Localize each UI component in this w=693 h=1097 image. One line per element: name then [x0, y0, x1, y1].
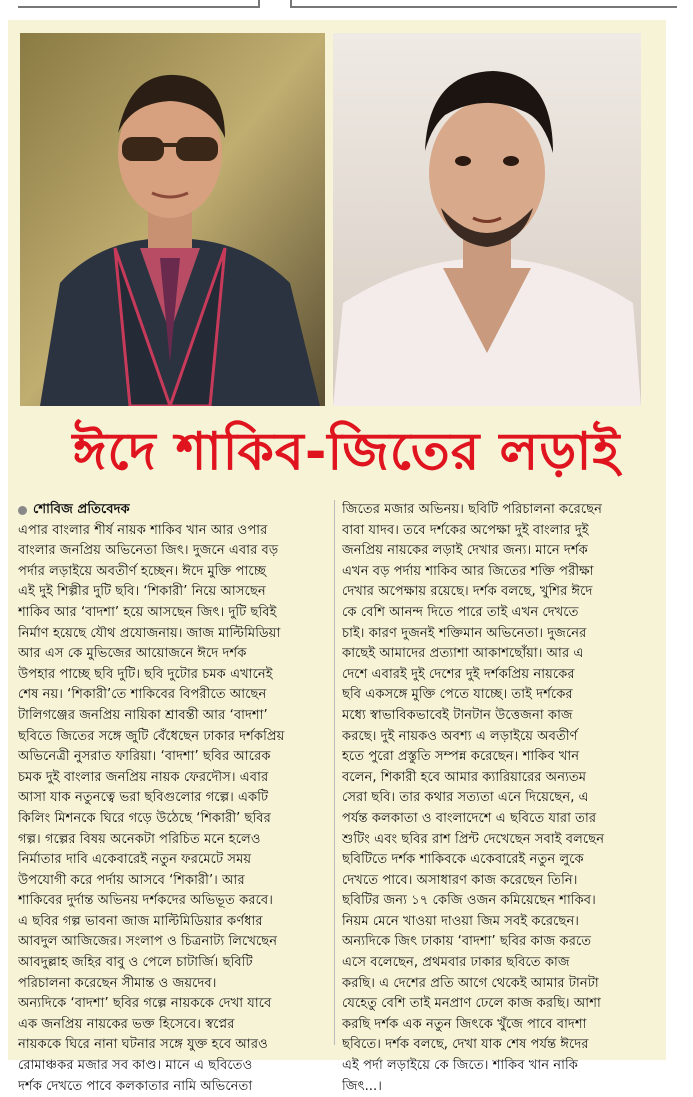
photo-jeet	[333, 33, 641, 406]
text-line: কে বেশি আনন্দ দিতে পারে তাই এখন দেখতে	[342, 604, 579, 620]
text-line: এখন বড় পর্দায় শাকিব আর জিতের শক্তি পরীক্ষা	[342, 563, 594, 579]
text-line: করছি। এ দেশের প্রতি আগে থেকেই আমার টানটা	[342, 975, 599, 991]
text-line: এপার বাংলার শীর্ষ নায়ক শাকিব খান আর ওপার	[18, 522, 268, 538]
text-line: দর্শক দেখতে পাবে কলকাতার নামি অভিনেতা	[18, 1078, 253, 1094]
text-line: গল্প। গল্পের বিষয় অনেকটা পরিচিত মনে হলেও	[18, 831, 261, 847]
text-line: এই পর্দা লড়াইয়ে কে জিতে। শাকিব খান নাকি	[342, 1058, 579, 1074]
top-border-left-rule	[18, 0, 260, 8]
headline: ঈদে শাকিব-জিতের লড়াই	[72, 422, 621, 482]
text-line: আবদুল আজিজের। সংলাপ ও চিত্রনাট্য লিখেছেন	[18, 934, 278, 950]
column-divider	[334, 500, 335, 1045]
text-line: বাংলার জনপ্রিয় অভিনেতা জিৎ। দুজনে এবার বড়	[18, 543, 279, 559]
text-line: দেখার অপেক্ষায় রয়েছে। দর্শক বলছে, খুশির ঈদে	[342, 584, 593, 600]
text-line: ছবিটিতে দর্শক শাকিবকে একেবারেই নতুন লুকে	[342, 852, 584, 868]
text-line: কিলিং মিশনকে ঘিরে গড়ে উঠেছে ‘শিকারী’ ছবির	[18, 810, 271, 826]
text-line: মধ্যে স্বাভাবিকভাবেই টানটান উত্তেজনা কাজ	[342, 707, 573, 723]
bullet-icon	[18, 506, 27, 515]
text-line: বাবা যাদব। তবে দর্শকের অপেক্ষা দুই বাংলার দুই	[342, 522, 589, 538]
text-line: শাকিবের দুর্দান্ত অভিনয় দর্শকদের অভিভূত করবে।	[18, 893, 273, 909]
text-line: নির্মাণ হয়েছে যৌথ প্রযোজনায়। জাজ মাল্টিমিডিয়া	[18, 625, 281, 641]
text-line: শেষ নয়। ‘শিকারী’তে শাকিবের বিপরীতে আছেন	[18, 687, 267, 703]
text-line: করছে। দুই নায়কও অবশ্য এ লড়াইয়ে অবতীর্ণ	[342, 728, 578, 744]
text-line: নিয়ম মেনে খাওয়া দাওয়া জিম সবই করেছেন।	[342, 913, 580, 929]
text-line: জিৎ...।	[342, 1078, 382, 1094]
text-line: বলেন, শিকারী হবে আমার ক্যারিয়ারের অন্যতম	[342, 769, 587, 785]
photo-shakib-khan-illustration	[20, 33, 325, 406]
text-line: দেখতে পাবে। অসাধারণ কাজ করেছেন তিনি।	[342, 872, 578, 888]
text-line: ছবিটির জন্য ১৭ কেজি ওজন কমিয়েছেন শাকিব।	[342, 893, 596, 909]
text-line: এ ছবির গল্প ভাবনা জাজ মাল্টিমিডিয়ার কর্ণধার	[18, 913, 263, 929]
text-line: কাছেই আমাদের প্রত্যাশা আকাশছোঁয়া। আর এ	[342, 646, 584, 662]
text-line: নায়ককে ঘিরে নানা ঘটনার সঙ্গে যুক্ত হবে আরও	[18, 1037, 268, 1053]
text-line: শুটিং এবং ছবির রাশ প্রিন্ট দেখেছেন সবাই বলছেন	[342, 831, 605, 847]
text-line: অন্যদিকে ‘বাদশা’ ছবির গল্পে নায়ককে দেখা যাবে	[18, 996, 272, 1012]
text-line: রোমাঞ্চকর মজার সব কাণ্ড। মানে এ ছবিতেও	[18, 1058, 253, 1074]
photo-shakib-khan	[20, 33, 325, 406]
text-line: টালিগঞ্জের জনপ্রিয় নায়িকা শ্রাবন্তী আর ‘বাদশা’	[18, 707, 268, 723]
text-line: জনপ্রিয় নায়কের লড়াই দেখার জন্য। মানে দর্শক	[342, 543, 588, 559]
article-left-column	[18, 500, 328, 1097]
text-line: যেহেতু বেশি তাই মনপ্রাণ ঢেলে কাজ করছি। আশা	[342, 996, 601, 1012]
text-line: করছি দর্শক এক নতুন জিৎকে খুঁজে পাবে বাদশা	[342, 1016, 587, 1032]
text-line: উপযোগী করে পর্দায় আসবে ‘শিকারী’। আর	[18, 872, 245, 888]
text-line: জিতের মজার অভিনয়। ছবিটি পরিচালনা করেছেন	[342, 502, 602, 517]
byline	[18, 500, 328, 521]
byline-text: শোবিজ প্রতিবেদক	[33, 502, 130, 517]
text-line: পরিচালনা করেছেন সীমান্ত ও জয়দেব।	[18, 975, 217, 991]
text-line: নির্মাতার দাবি একেবারেই নতুন ফরমেটে সময়	[18, 852, 252, 868]
text-line: পর্যন্ত কলকাতা ও বাংলাদেশে এ ছবিতে যারা তার	[342, 810, 597, 826]
text-line: চাই। কারণ দুজনই শক্তিমান অভিনেতা। দুজনের	[342, 625, 587, 641]
text-line: ছবিতে। দর্শক বলছে, দেখা যাক শেষ পর্যন্ত ঈদের	[342, 1037, 589, 1053]
text-line: অন্যদিকে জিৎ ঢাকায় ‘বাদশা’ ছবির কাজ করতে	[342, 934, 592, 950]
text-line: দেশে এবারই দুই দেশের দুই দর্শকপ্রিয় নায়কের	[342, 666, 575, 682]
text-line: হতে পুরো প্রস্তুতি সম্পন্ন করেছেন। শাকিব খান	[342, 749, 580, 765]
top-border-right-rule	[290, 0, 677, 8]
text-line: আর এস কে মুভিজের আয়োজনে ঈদে দর্শক	[18, 646, 247, 662]
text-line: সেরা ছবি। তার কথার সত্যতা এনে দিয়েছেন, এ	[342, 790, 589, 806]
text-line: ছবিতে জিতের সঙ্গে জুটি বেঁধেছেন ঢাকার দর্শকপ্রিয়	[18, 728, 285, 744]
text-line: পর্দার লড়াইয়ে অবতীর্ণ হচ্ছেন। ঈদে মুক্তি পাচ্ছে	[18, 563, 267, 579]
text-line: আসা যাক নতুনত্বে ভরা ছবিগুলোর গল্পে। একটি	[18, 790, 269, 806]
text-line: ছবি একসঙ্গে মুক্তি পেতে যাচ্ছে। তাই দর্শকের	[342, 687, 573, 703]
text-line: শাকিব আর ‘বাদশা’ হয়ে আসছেন জিৎ। দুটি ছবিই	[18, 604, 277, 620]
text-line: অভিনেত্রী নুসরাত ফারিয়া। ‘বাদশা’ ছবির আরেক	[18, 749, 271, 765]
text-line: এক জনপ্রিয় নায়কের ভক্ত হিসেবে। স্বপ্নের	[18, 1016, 235, 1032]
text-line: আবদুল্লাহ জহির বাবু ও পেলে চাটার্জি। ছবিটি	[18, 955, 253, 971]
article-right-column	[342, 500, 652, 1097]
text-line: উপহার পাচ্ছে ছবি দুটি। ছবি দুটোর চমক এখানেই	[18, 666, 273, 682]
text-line: এসে বলেছেন, প্রথমবার ঢাকার ছবিতে কাজ	[342, 955, 570, 971]
text-line: এই দুই শিল্পীর দুটি ছবি। ‘শিকারী’ নিয়ে আসছেন	[18, 584, 266, 600]
text-line: চমক দুই বাংলার জনপ্রিয় নায়ক ফেরদৌস। এবার	[18, 769, 269, 785]
photo-jeet-illustration	[333, 33, 641, 406]
top-border	[0, 0, 693, 20]
